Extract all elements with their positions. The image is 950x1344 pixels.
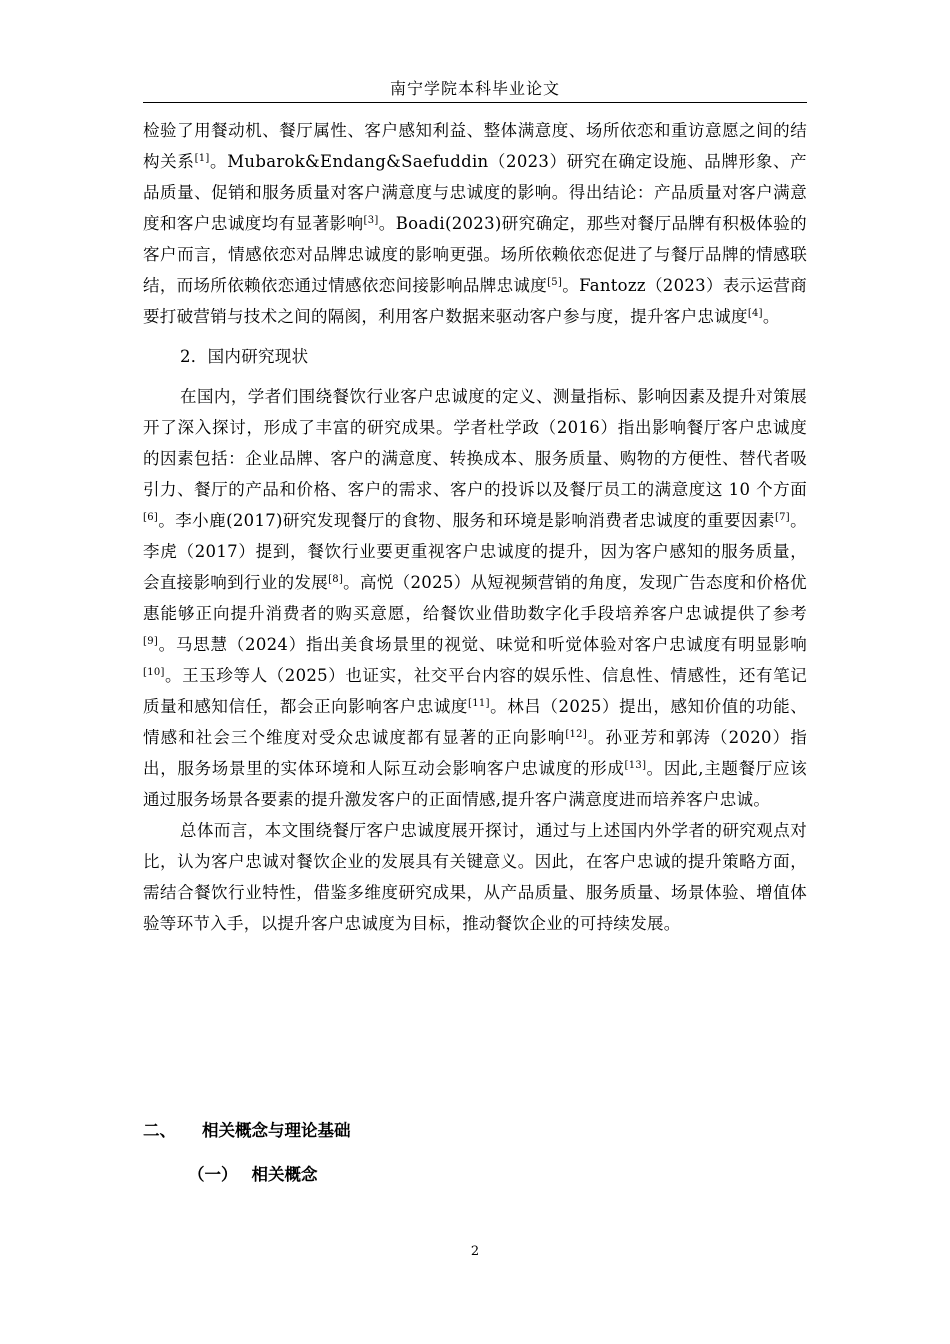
paragraph-domestic-research: 在国内，学者们围绕餐饮行业客户忠诚度的定义、测量指标、影响因素及提升对策展开了深入探讨，形成了丰富的研究成果。学者杜学政（2016）指出影响餐厅客户忠诚度的因素包括：企业品牌、客户的满意度、转换成本、服务质量、购物的方便性、替代者吸引力、餐厅的产品和价格、客户的需求、客户的投诉以及餐厅员工的满意度这 10 个方面[6]。李小鹿(2017)研究发现餐厅的食物、服务和环境是影响消费者忠诚度的重要因素[7]。李虎（2017）提到，餐饮行业要更重视客户忠诚度的提升，因为客户感知的服务质量，会直接影响到行业的发展[8]。高悦（2025）从短视频营销的角度，发现广告态度和价格优惠能够正向提升消费者的购买意愿，给餐饮业借助数字化手段培养客户忠诚提供了参考[9]。马思慧（2024）指出美食场景里的视觉、味觉和听觉体验对客户忠诚度有明显影响[10]。王玉珍等人（2025）也证实，社交平台内容的娱乐性、信息性、情感性，还有笔记质量和感知信任，都会正向影响客户忠诚度[11]。林吕（2025）提出，感知价值的功能、情感和社会三个维度对受众忠诚度都有显著的正向影响[12]。孙亚芳和郭涛（2020）指出，服务场景里的实体环境和人际互动会影响客户忠诚度的形成[13]。因此,主题餐厅应该通过服务场景各要素的提升激发客户的正面情感,提升客户满意度进而培养客户忠诚。 <box>143 387 808 809</box>
citation-ref: [13] <box>624 760 647 771</box>
section-heading <box>143 1117 351 1141</box>
citation-ref: [6] <box>143 512 159 523</box>
header-rule <box>143 102 807 103</box>
body-text <box>143 115 807 939</box>
citation-ref: [3] <box>363 215 379 226</box>
citation-ref: [5] <box>547 277 563 288</box>
citation-ref: [12] <box>565 729 588 740</box>
citation-ref: [1] <box>194 153 210 164</box>
citation-ref: [9] <box>143 636 159 647</box>
paragraph-summary: 总体而言，本文围绕餐厅客户忠诚度展开探讨，通过与上述国内外学者的研究观点对比，认为客户忠诚对餐饮企业的发展具有关键意义。因此，在客户忠诚的提升策略方面，需结合餐饮行业特性，借鉴多维度研究成果，从产品质量、服务质量、场景体验、增值体验等环节入手，以提升客户忠诚度为目标，推动餐饮企业的可持续发展。 <box>143 821 807 933</box>
section-title: 相关概念与理论基础 <box>202 1121 351 1140</box>
citation-ref: [10] <box>143 667 165 678</box>
citation-ref: [4] <box>747 308 763 319</box>
subsection-heading <box>188 1161 318 1185</box>
citation-ref: [8] <box>328 574 344 585</box>
running-header: 南宁学院本科毕业论文 <box>389 79 560 98</box>
paragraph-foreign-research: 检验了用餐动机、餐厅属性、客户感知利益、整体满意度、场所依恋和重访意愿之间的结构关系[1]。Mubarok&Endang&Saefuddin（2023）研究在确定设施、品牌形象、产品质量、促销和服务质量对客户满意度与忠诚度的影响。得出结论：产品质量对客户满意度和客户忠诚度均有显著影响[3]。Boadi(2023)研究确定，那些对餐厅品牌有积极体验的客户而言，情感依恋对品牌忠诚度的影响更强。场所依赖依恋促进了与餐厅品牌的情感联结，而场所依赖依恋通过情感依恋间接影响品牌忠诚度[5]。Fantozz（2023）表示运营商要打破营销与技术之间的隔阂，利用客户数据来驱动客户参与度，提升客户忠诚度[4]。 <box>143 121 807 326</box>
citation-ref: [7] <box>774 512 791 523</box>
subheading-domestic-research: 2．国内研究现状 <box>180 347 309 366</box>
subsection-title: 相关概念 <box>251 1165 318 1184</box>
page-number: 2 <box>470 1244 480 1259</box>
subsection-number: （一） <box>188 1165 238 1184</box>
citation-ref: [11] <box>468 698 490 709</box>
section-number: 二、 <box>143 1121 176 1140</box>
